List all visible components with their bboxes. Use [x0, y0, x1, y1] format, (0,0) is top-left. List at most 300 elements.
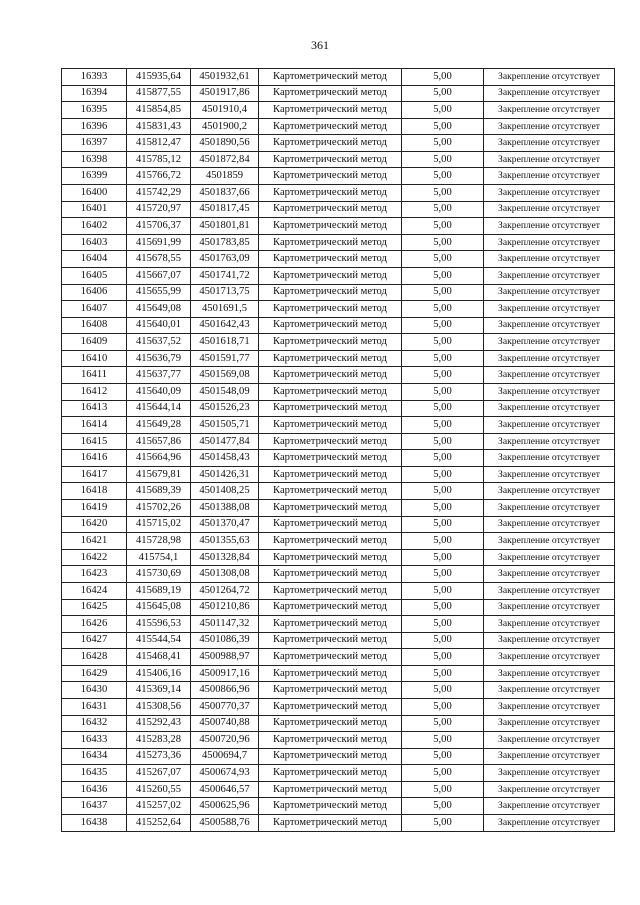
- method-cell: Картометрический метод: [259, 69, 402, 86]
- table-row: [62, 566, 615, 583]
- table-row: [62, 334, 615, 351]
- x-coordinate-cell: 415715,02: [127, 516, 191, 533]
- accuracy-cell: 5,00: [402, 350, 484, 367]
- method-cell: Картометрический метод: [259, 682, 402, 699]
- table-row: [62, 616, 615, 633]
- fixing-cell: Закрепление отсутствует: [484, 715, 615, 732]
- method-cell: Картометрический метод: [259, 616, 402, 633]
- point-number-cell: 16436: [62, 781, 127, 798]
- table-row: [62, 151, 615, 168]
- method-cell: Картометрический метод: [259, 748, 402, 765]
- fixing-cell: Закрепление отсутствует: [484, 185, 615, 202]
- method-cell: Картометрический метод: [259, 383, 402, 400]
- x-coordinate-cell: 415636,79: [127, 350, 191, 367]
- point-number-cell: 16420: [62, 516, 127, 533]
- x-coordinate-cell: 415637,52: [127, 334, 191, 351]
- method-cell: Картометрический метод: [259, 815, 402, 832]
- x-coordinate-cell: 415667,07: [127, 267, 191, 284]
- method-cell: Картометрический метод: [259, 317, 402, 334]
- y-coordinate-cell: 4501618,71: [191, 334, 259, 351]
- fixing-cell: Закрепление отсутствует: [484, 798, 615, 815]
- fixing-cell: Закрепление отсутствует: [484, 135, 615, 152]
- x-coordinate-cell: 415252,64: [127, 815, 191, 832]
- fixing-cell: Закрепление отсутствует: [484, 334, 615, 351]
- x-coordinate-cell: 415655,99: [127, 284, 191, 301]
- accuracy-cell: 5,00: [402, 582, 484, 599]
- y-coordinate-cell: 4501642,43: [191, 317, 259, 334]
- y-coordinate-cell: 4501817,45: [191, 201, 259, 218]
- accuracy-cell: 5,00: [402, 400, 484, 417]
- y-coordinate-cell: 4501872,84: [191, 151, 259, 168]
- x-coordinate-cell: 415706,37: [127, 218, 191, 235]
- y-coordinate-cell: 4500740,88: [191, 715, 259, 732]
- fixing-cell: Закрепление отсутствует: [484, 433, 615, 450]
- fixing-cell: Закрепление отсутствует: [484, 284, 615, 301]
- y-coordinate-cell: 4501086,39: [191, 632, 259, 649]
- accuracy-cell: 5,00: [402, 715, 484, 732]
- fixing-cell: Закрепление отсутствует: [484, 698, 615, 715]
- y-coordinate-cell: 4500770,37: [191, 698, 259, 715]
- accuracy-cell: 5,00: [402, 234, 484, 251]
- x-coordinate-cell: 415257,02: [127, 798, 191, 815]
- accuracy-cell: 5,00: [402, 632, 484, 649]
- fixing-cell: Закрепление отсутствует: [484, 400, 615, 417]
- fixing-cell: Закрепление отсутствует: [484, 500, 615, 517]
- accuracy-cell: 5,00: [402, 466, 484, 483]
- accuracy-cell: 5,00: [402, 516, 484, 533]
- accuracy-cell: 5,00: [402, 781, 484, 798]
- point-number-cell: 16430: [62, 682, 127, 699]
- x-coordinate-cell: 415728,98: [127, 533, 191, 550]
- method-cell: Картометрический метод: [259, 698, 402, 715]
- fixing-cell: Закрепление отсутствует: [484, 417, 615, 434]
- method-cell: Картометрический метод: [259, 450, 402, 467]
- accuracy-cell: 5,00: [402, 417, 484, 434]
- accuracy-cell: 5,00: [402, 549, 484, 566]
- point-number-cell: 16398: [62, 151, 127, 168]
- fixing-cell: Закрепление отсутствует: [484, 102, 615, 119]
- x-coordinate-cell: 415596,53: [127, 616, 191, 633]
- point-number-cell: 16429: [62, 665, 127, 682]
- table-row: [62, 168, 615, 185]
- fixing-cell: Закрепление отсутствует: [484, 118, 615, 135]
- table-row: [62, 417, 615, 434]
- accuracy-cell: 5,00: [402, 85, 484, 102]
- table-row: [62, 251, 615, 268]
- table-row: [62, 135, 615, 152]
- method-cell: Картометрический метод: [259, 549, 402, 566]
- accuracy-cell: 5,00: [402, 798, 484, 815]
- fixing-cell: Закрепление отсутствует: [484, 566, 615, 583]
- point-number-cell: 16404: [62, 251, 127, 268]
- point-number-cell: 16427: [62, 632, 127, 649]
- method-cell: Картометрический метод: [259, 218, 402, 235]
- point-number-cell: 16411: [62, 367, 127, 384]
- accuracy-cell: 5,00: [402, 616, 484, 633]
- accuracy-cell: 5,00: [402, 748, 484, 765]
- method-cell: Картометрический метод: [259, 201, 402, 218]
- y-coordinate-cell: 4501837,66: [191, 185, 259, 202]
- table-row: [62, 400, 615, 417]
- table-row: [62, 301, 615, 318]
- method-cell: Картометрический метод: [259, 135, 402, 152]
- accuracy-cell: 5,00: [402, 218, 484, 235]
- table-row: [62, 483, 615, 500]
- table-row: [62, 234, 615, 251]
- method-cell: Картометрический метод: [259, 367, 402, 384]
- fixing-cell: Закрепление отсутствует: [484, 815, 615, 832]
- y-coordinate-cell: 4501932,61: [191, 69, 259, 86]
- y-coordinate-cell: 4501147,32: [191, 616, 259, 633]
- accuracy-cell: 5,00: [402, 566, 484, 583]
- method-cell: Картометрический метод: [259, 151, 402, 168]
- accuracy-cell: 5,00: [402, 102, 484, 119]
- point-number-cell: 16438: [62, 815, 127, 832]
- point-number-cell: 16425: [62, 599, 127, 616]
- x-coordinate-cell: 415640,09: [127, 383, 191, 400]
- y-coordinate-cell: 4500646,57: [191, 781, 259, 798]
- y-coordinate-cell: 4501910,4: [191, 102, 259, 119]
- x-coordinate-cell: 415649,28: [127, 417, 191, 434]
- table-row: [62, 715, 615, 732]
- x-coordinate-cell: 415935,64: [127, 69, 191, 86]
- method-cell: Картометрический метод: [259, 102, 402, 119]
- y-coordinate-cell: 4501763,09: [191, 251, 259, 268]
- y-coordinate-cell: 4501548,09: [191, 383, 259, 400]
- method-cell: Картометрический метод: [259, 715, 402, 732]
- point-number-cell: 16400: [62, 185, 127, 202]
- accuracy-cell: 5,00: [402, 168, 484, 185]
- fixing-cell: Закрепление отсутствует: [484, 632, 615, 649]
- x-coordinate-cell: 415267,07: [127, 765, 191, 782]
- method-cell: Картометрический метод: [259, 118, 402, 135]
- y-coordinate-cell: 4501741,72: [191, 267, 259, 284]
- table-row: [62, 500, 615, 517]
- table-row: [62, 317, 615, 334]
- table-row: [62, 682, 615, 699]
- fixing-cell: Закрепление отсутствует: [484, 267, 615, 284]
- point-number-cell: 16405: [62, 267, 127, 284]
- method-cell: Картометрический метод: [259, 267, 402, 284]
- y-coordinate-cell: 4500866,96: [191, 682, 259, 699]
- accuracy-cell: 5,00: [402, 151, 484, 168]
- x-coordinate-cell: 415689,19: [127, 582, 191, 599]
- point-number-cell: 16406: [62, 284, 127, 301]
- point-number-cell: 16428: [62, 649, 127, 666]
- point-number-cell: 16393: [62, 69, 127, 86]
- fixing-cell: Закрепление отсутствует: [484, 682, 615, 699]
- y-coordinate-cell: 4500917,16: [191, 665, 259, 682]
- y-coordinate-cell: 4501783,85: [191, 234, 259, 251]
- x-coordinate-cell: 415283,28: [127, 732, 191, 749]
- accuracy-cell: 5,00: [402, 185, 484, 202]
- method-cell: Картометрический метод: [259, 582, 402, 599]
- fixing-cell: Закрепление отсутствует: [484, 582, 615, 599]
- method-cell: Картометрический метод: [259, 417, 402, 434]
- fixing-cell: Закрепление отсутствует: [484, 69, 615, 86]
- fixing-cell: Закрепление отсутствует: [484, 151, 615, 168]
- method-cell: Картометрический метод: [259, 433, 402, 450]
- table-row: [62, 267, 615, 284]
- y-coordinate-cell: 4501264,72: [191, 582, 259, 599]
- page-number: 361: [311, 38, 329, 52]
- x-coordinate-cell: 415260,55: [127, 781, 191, 798]
- x-coordinate-cell: 415730,69: [127, 566, 191, 583]
- y-coordinate-cell: 4500694,7: [191, 748, 259, 765]
- table-row: [62, 781, 615, 798]
- method-cell: Картометрический метод: [259, 334, 402, 351]
- point-number-cell: 16396: [62, 118, 127, 135]
- method-cell: Картометрический метод: [259, 781, 402, 798]
- table-row: [62, 599, 615, 616]
- accuracy-cell: 5,00: [402, 201, 484, 218]
- coordinates-table: [61, 68, 615, 832]
- point-number-cell: 16399: [62, 168, 127, 185]
- fixing-cell: Закрепление отсутствует: [484, 367, 615, 384]
- accuracy-cell: 5,00: [402, 500, 484, 517]
- method-cell: Картометрический метод: [259, 400, 402, 417]
- table-row: [62, 632, 615, 649]
- y-coordinate-cell: 4500720,96: [191, 732, 259, 749]
- fixing-cell: Закрепление отсутствует: [484, 781, 615, 798]
- y-coordinate-cell: 4501917,86: [191, 85, 259, 102]
- accuracy-cell: 5,00: [402, 665, 484, 682]
- fixing-cell: Закрепление отсутствует: [484, 251, 615, 268]
- accuracy-cell: 5,00: [402, 450, 484, 467]
- point-number-cell: 16422: [62, 549, 127, 566]
- accuracy-cell: 5,00: [402, 533, 484, 550]
- point-number-cell: 16418: [62, 483, 127, 500]
- y-coordinate-cell: 4500674,93: [191, 765, 259, 782]
- point-number-cell: 16434: [62, 748, 127, 765]
- y-coordinate-cell: 4500625,96: [191, 798, 259, 815]
- y-coordinate-cell: 4501890,56: [191, 135, 259, 152]
- table-row: [62, 815, 615, 832]
- table-row: [62, 69, 615, 86]
- method-cell: Картометрический метод: [259, 350, 402, 367]
- fixing-cell: Закрепление отсутствует: [484, 450, 615, 467]
- x-coordinate-cell: 415664,96: [127, 450, 191, 467]
- table-row: [62, 466, 615, 483]
- y-coordinate-cell: 4501900,2: [191, 118, 259, 135]
- y-coordinate-cell: 4501426,31: [191, 466, 259, 483]
- y-coordinate-cell: 4501328,84: [191, 549, 259, 566]
- fixing-cell: Закрепление отсутствует: [484, 516, 615, 533]
- fixing-cell: Закрепление отсутствует: [484, 549, 615, 566]
- accuracy-cell: 5,00: [402, 732, 484, 749]
- x-coordinate-cell: 415831,43: [127, 118, 191, 135]
- table-row: [62, 433, 615, 450]
- y-coordinate-cell: 4500588,76: [191, 815, 259, 832]
- y-coordinate-cell: 4501713,75: [191, 284, 259, 301]
- point-number-cell: 16413: [62, 400, 127, 417]
- point-number-cell: 16426: [62, 616, 127, 633]
- accuracy-cell: 5,00: [402, 251, 484, 268]
- y-coordinate-cell: 4501355,63: [191, 533, 259, 550]
- method-cell: Картометрический метод: [259, 632, 402, 649]
- x-coordinate-cell: 415691,99: [127, 234, 191, 251]
- x-coordinate-cell: 415544,54: [127, 632, 191, 649]
- x-coordinate-cell: 415689,39: [127, 483, 191, 500]
- x-coordinate-cell: 415657,86: [127, 433, 191, 450]
- y-coordinate-cell: 4501388,08: [191, 500, 259, 517]
- y-coordinate-cell: 4501801,81: [191, 218, 259, 235]
- y-coordinate-cell: 4501526,23: [191, 400, 259, 417]
- method-cell: Картометрический метод: [259, 85, 402, 102]
- table-row: [62, 698, 615, 715]
- y-coordinate-cell: 4501210,86: [191, 599, 259, 616]
- fixing-cell: Закрепление отсутствует: [484, 649, 615, 666]
- x-coordinate-cell: 415754,1: [127, 549, 191, 566]
- point-number-cell: 16433: [62, 732, 127, 749]
- fixing-cell: Закрепление отсутствует: [484, 732, 615, 749]
- method-cell: Картометрический метод: [259, 765, 402, 782]
- method-cell: Картометрический метод: [259, 168, 402, 185]
- point-number-cell: 16432: [62, 715, 127, 732]
- point-number-cell: 16397: [62, 135, 127, 152]
- accuracy-cell: 5,00: [402, 815, 484, 832]
- point-number-cell: 16403: [62, 234, 127, 251]
- x-coordinate-cell: 415308,56: [127, 698, 191, 715]
- table-row: [62, 549, 615, 566]
- fixing-cell: Закрепление отсутствует: [484, 616, 615, 633]
- table-row: [62, 350, 615, 367]
- point-number-cell: 16424: [62, 582, 127, 599]
- fixing-cell: Закрепление отсутствует: [484, 350, 615, 367]
- point-number-cell: 16416: [62, 450, 127, 467]
- method-cell: Картометрический метод: [259, 234, 402, 251]
- point-number-cell: 16401: [62, 201, 127, 218]
- y-coordinate-cell: 4501569,08: [191, 367, 259, 384]
- fixing-cell: Закрепление отсутствует: [484, 665, 615, 682]
- point-number-cell: 16437: [62, 798, 127, 815]
- accuracy-cell: 5,00: [402, 301, 484, 318]
- y-coordinate-cell: 4501591,77: [191, 350, 259, 367]
- x-coordinate-cell: 415678,55: [127, 251, 191, 268]
- x-coordinate-cell: 415273,36: [127, 748, 191, 765]
- fixing-cell: Закрепление отсутствует: [484, 599, 615, 616]
- x-coordinate-cell: 415720,97: [127, 201, 191, 218]
- table-row: [62, 516, 615, 533]
- point-number-cell: 16402: [62, 218, 127, 235]
- method-cell: Картометрический метод: [259, 649, 402, 666]
- fixing-cell: Закрепление отсутствует: [484, 748, 615, 765]
- accuracy-cell: 5,00: [402, 599, 484, 616]
- fixing-cell: Закрепление отсутствует: [484, 533, 615, 550]
- method-cell: Картометрический метод: [259, 732, 402, 749]
- x-coordinate-cell: 415369,14: [127, 682, 191, 699]
- point-number-cell: 16423: [62, 566, 127, 583]
- fixing-cell: Закрепление отсутствует: [484, 201, 615, 218]
- table-row: [62, 85, 615, 102]
- accuracy-cell: 5,00: [402, 118, 484, 135]
- x-coordinate-cell: 415766,72: [127, 168, 191, 185]
- x-coordinate-cell: 415468,41: [127, 649, 191, 666]
- point-number-cell: 16415: [62, 433, 127, 450]
- method-cell: Картометрический метод: [259, 599, 402, 616]
- table-row: [62, 798, 615, 815]
- table-row: [62, 533, 615, 550]
- fixing-cell: Закрепление отсутствует: [484, 301, 615, 318]
- table-row: [62, 284, 615, 301]
- accuracy-cell: 5,00: [402, 765, 484, 782]
- table-row: [62, 185, 615, 202]
- method-cell: Картометрический метод: [259, 516, 402, 533]
- fixing-cell: Закрепление отсутствует: [484, 218, 615, 235]
- fixing-cell: Закрепление отсутствует: [484, 85, 615, 102]
- point-number-cell: 16431: [62, 698, 127, 715]
- point-number-cell: 16435: [62, 765, 127, 782]
- fixing-cell: Закрепление отсутствует: [484, 466, 615, 483]
- point-number-cell: 16409: [62, 334, 127, 351]
- x-coordinate-cell: 415406,16: [127, 665, 191, 682]
- x-coordinate-cell: 415644,14: [127, 400, 191, 417]
- method-cell: Картометрический метод: [259, 284, 402, 301]
- accuracy-cell: 5,00: [402, 135, 484, 152]
- table-row: [62, 102, 615, 119]
- accuracy-cell: 5,00: [402, 284, 484, 301]
- table-row: [62, 765, 615, 782]
- x-coordinate-cell: 415812,47: [127, 135, 191, 152]
- point-number-cell: 16414: [62, 417, 127, 434]
- x-coordinate-cell: 415854,85: [127, 102, 191, 119]
- table-row: [62, 582, 615, 599]
- method-cell: Картометрический метод: [259, 466, 402, 483]
- fixing-cell: Закрепление отсутствует: [484, 765, 615, 782]
- accuracy-cell: 5,00: [402, 649, 484, 666]
- accuracy-cell: 5,00: [402, 267, 484, 284]
- x-coordinate-cell: 415292,43: [127, 715, 191, 732]
- table-row: [62, 450, 615, 467]
- fixing-cell: Закрепление отсутствует: [484, 483, 615, 500]
- table-row: [62, 665, 615, 682]
- x-coordinate-cell: 415649,08: [127, 301, 191, 318]
- method-cell: Картометрический метод: [259, 798, 402, 815]
- x-coordinate-cell: 415702,26: [127, 500, 191, 517]
- table-row: [62, 201, 615, 218]
- x-coordinate-cell: 415637,77: [127, 367, 191, 384]
- method-cell: Картометрический метод: [259, 185, 402, 202]
- table-row: [62, 218, 615, 235]
- y-coordinate-cell: 4501308,08: [191, 566, 259, 583]
- method-cell: Картометрический метод: [259, 301, 402, 318]
- method-cell: Картометрический метод: [259, 533, 402, 550]
- y-coordinate-cell: 4501477,84: [191, 433, 259, 450]
- y-coordinate-cell: 4501458,43: [191, 450, 259, 467]
- y-coordinate-cell: 4501505,71: [191, 417, 259, 434]
- x-coordinate-cell: 415742,29: [127, 185, 191, 202]
- method-cell: Картометрический метод: [259, 483, 402, 500]
- y-coordinate-cell: 4500988,97: [191, 649, 259, 666]
- y-coordinate-cell: 4501859: [191, 168, 259, 185]
- point-number-cell: 16394: [62, 85, 127, 102]
- method-cell: Картометрический метод: [259, 566, 402, 583]
- fixing-cell: Закрепление отсутствует: [484, 234, 615, 251]
- table-row: [62, 649, 615, 666]
- method-cell: Картометрический метод: [259, 251, 402, 268]
- method-cell: Картометрический метод: [259, 500, 402, 517]
- point-number-cell: 16410: [62, 350, 127, 367]
- accuracy-cell: 5,00: [402, 433, 484, 450]
- x-coordinate-cell: 415640,01: [127, 317, 191, 334]
- coordinates-table-body: [62, 69, 615, 832]
- y-coordinate-cell: 4501408,25: [191, 483, 259, 500]
- accuracy-cell: 5,00: [402, 367, 484, 384]
- x-coordinate-cell: 415645,08: [127, 599, 191, 616]
- method-cell: Картометрический метод: [259, 665, 402, 682]
- fixing-cell: Закрепление отсутствует: [484, 317, 615, 334]
- point-number-cell: 16407: [62, 301, 127, 318]
